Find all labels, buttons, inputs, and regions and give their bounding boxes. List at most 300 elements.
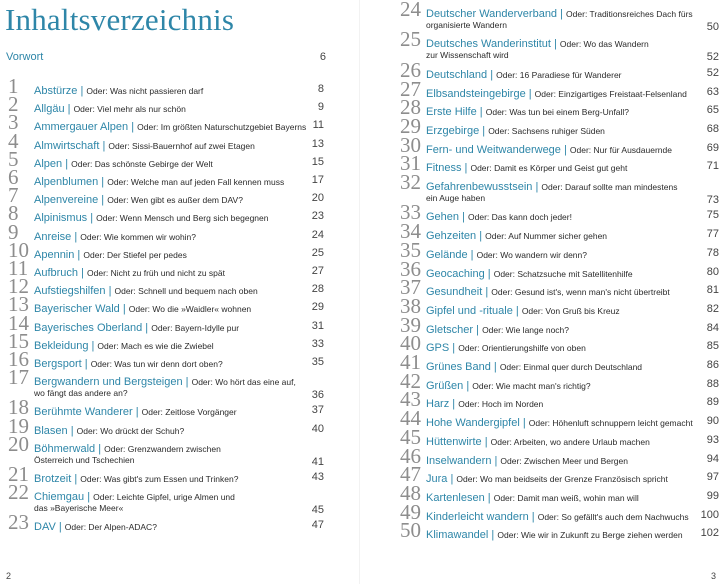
entry-page: 71 [706, 160, 719, 173]
entry-number: 5 [8, 146, 19, 171]
entry-number: 3 [8, 110, 19, 135]
entry-page: 100 [700, 508, 719, 521]
entry-line [34, 470, 238, 487]
entry-subtitle-continued: organisierte Wandern [426, 20, 507, 30]
entry-page: 80 [706, 265, 719, 278]
entry-page: 33 [311, 337, 324, 350]
entry-number: 44 [400, 406, 421, 431]
entry-page: 102 [700, 527, 719, 540]
entry-subtitle: Oder: Sachsens ruhiger Süden [488, 125, 605, 136]
entry-term: Alpen [34, 157, 63, 170]
entry-subtitle: Oder: 16 Paradiese für Wanderer [496, 69, 622, 80]
entry-page: 28 [311, 283, 324, 296]
entry-number: 41 [400, 350, 421, 374]
entry-number: 22 [8, 480, 29, 505]
toc-entry[interactable] [400, 95, 719, 120]
toc-entry[interactable] [8, 274, 324, 299]
entry-number: 32 [400, 170, 421, 194]
entry-term: Kinderleicht wandern [426, 510, 529, 523]
toc-entry[interactable] [8, 128, 324, 153]
entry-number: 2 [8, 92, 19, 117]
entry-page: 24 [311, 228, 324, 241]
entry-page: 69 [706, 141, 719, 154]
entry-page: 29 [311, 301, 324, 314]
entry-separator: | [482, 286, 492, 299]
entry-page: 65 [706, 104, 719, 117]
right-page [360, 0, 720, 584]
entry-line [426, 227, 607, 244]
entry-separator: | [487, 68, 497, 81]
entry-subtitle: Oder: Bayern-Idylle pur [151, 322, 240, 333]
entry-line [426, 508, 689, 525]
entry-subtitle-continued: Österreich und Tschechien [34, 454, 135, 465]
entry-separator: | [528, 510, 538, 523]
entry-number: 50 [400, 518, 421, 543]
entry-line [426, 141, 672, 158]
entry-separator: | [560, 143, 570, 156]
toc-entry[interactable] [8, 74, 324, 98]
entry-subtitle: Oder: Wen gibt es außer dem DAV? [107, 195, 243, 206]
entry-line [34, 403, 237, 420]
entry-subtitle: Oder: Wo hört das eine auf, [191, 377, 296, 388]
entry-page: 52 [706, 51, 719, 64]
entry-separator: | [62, 157, 72, 170]
vorwort-entry[interactable] [6, 51, 326, 67]
entry-line [426, 321, 569, 338]
toc-entry[interactable] [400, 331, 719, 356]
entry-term: Harz [426, 398, 450, 411]
entry-term: Inselwandern [426, 454, 492, 467]
entry-separator: | [119, 303, 129, 316]
toc-entry[interactable] [400, 0, 719, 33]
entry-separator: | [78, 267, 88, 279]
entry-separator: | [449, 398, 459, 411]
entry-line [34, 82, 203, 99]
vorwort-label: Vorwort [6, 51, 44, 63]
entry-separator: | [512, 304, 522, 317]
entry-term: Alpenblumen [34, 176, 99, 188]
entry-line [426, 526, 683, 543]
entry-number: 26 [400, 57, 421, 82]
entry-page: 11 [312, 119, 324, 132]
page-number-left: 2 [6, 571, 12, 581]
entry-line [426, 433, 650, 450]
entry-number: 29 [400, 113, 421, 138]
toc-entry[interactable] [400, 293, 719, 318]
entry-subtitle: Oder: Grenzwandern zwischen [104, 443, 221, 454]
entry-subtitle-continued: zur Wissenschaft wird [426, 50, 509, 61]
entry-subtitle: Oder: Mach es wie die Zwiebel [97, 340, 214, 351]
entry-page: 43 [311, 471, 324, 483]
entry-line [426, 452, 628, 469]
entry-number: 36 [400, 256, 421, 281]
toc-entry[interactable] [400, 499, 719, 524]
entry-line [34, 355, 223, 372]
entry-line [426, 265, 633, 282]
entry-page: 9 [317, 101, 324, 114]
toc-entry[interactable] [8, 462, 324, 486]
toc-entry[interactable] [8, 256, 324, 280]
entry-term: Erzgebirge [426, 124, 480, 137]
entry-term: Kartenlesen [426, 491, 485, 504]
entry-page: 89 [706, 396, 719, 409]
entry-subtitle: Oder: Was tun wir denn dort oben? [90, 359, 223, 369]
entry-subtitle: Oder: Schatzsuche mit Satellitenhilfe [493, 268, 633, 279]
entry-subtitle: Oder: Was gibt's zum Essen und Trinken? [80, 474, 239, 484]
entry-separator: | [99, 139, 109, 152]
entry-number: 7 [8, 183, 19, 208]
entry-term: Hüttenwirte [426, 435, 482, 448]
entry-page: 75 [706, 209, 719, 222]
entry-separator: | [105, 285, 115, 298]
entry-number: 1 [8, 74, 19, 98]
entry-term: Grünes Band [426, 361, 491, 373]
entry-subtitle: Oder: Wie macht man's richtig? [472, 380, 591, 391]
entry-number: 15 [8, 328, 29, 353]
entry-separator: | [519, 417, 529, 430]
entry-line [34, 173, 284, 190]
entry-separator: | [81, 358, 91, 370]
entry-page: 13 [311, 137, 324, 150]
entry-page: 37 [311, 404, 324, 417]
toc-entry[interactable] [400, 237, 719, 262]
entry-number: 17 [8, 365, 29, 390]
entry-separator: | [87, 212, 97, 225]
entry-separator: | [71, 230, 81, 243]
toc-entry[interactable] [8, 201, 324, 226]
entry-separator: | [55, 521, 65, 534]
entry-subtitle: Oder: Orientierungshilfe von oben [458, 343, 586, 354]
entry-term: Gelände [426, 248, 468, 261]
entry-separator: | [142, 321, 152, 334]
toc-entry[interactable] [8, 431, 324, 468]
entry-separator: | [77, 85, 87, 97]
entry-subtitle: Oder: Damit man weiß, wohin man will [493, 492, 639, 503]
entry-subtitle: Oder: Das schönste Gebirge der Welt [71, 158, 213, 169]
entry-line [34, 337, 214, 354]
toc-entry[interactable] [8, 347, 324, 371]
toc-entry[interactable] [8, 146, 324, 171]
entry-line [426, 395, 543, 412]
entry-line [34, 319, 239, 336]
entry-separator: | [64, 103, 74, 116]
entry-number: 48 [400, 480, 421, 505]
entry-number: 4 [8, 128, 19, 153]
entry-page: 41 [311, 455, 324, 468]
entry-separator: | [484, 491, 494, 504]
entry-number: 30 [400, 132, 421, 157]
entry-number: 23 [8, 510, 29, 535]
entry-subtitle: Oder: Wo das Wandern [559, 39, 649, 50]
entry-subtitle: Oder: So gefällt's auch dem Nachwuchs [537, 511, 689, 522]
toc-entry[interactable] [400, 350, 719, 374]
entry-number: 37 [400, 275, 421, 300]
entry-separator: | [88, 339, 98, 352]
entry-page: 86 [706, 359, 719, 371]
entry-line [426, 489, 639, 506]
entry-term: Brotzeit [34, 473, 72, 485]
entry-line [34, 228, 196, 245]
entry-subtitle: Oder: Was nicht passieren darf [86, 86, 204, 96]
toc-entry[interactable] [8, 310, 324, 335]
page-number-right: 3 [710, 571, 716, 581]
entry-term: Deutscher Wanderverband [426, 8, 558, 20]
entry-term: GPS [426, 342, 450, 355]
entry-line [34, 155, 213, 172]
entry-subtitle: Oder: Wie kommen wir wohin? [80, 231, 197, 242]
entry-subtitle: Oder: Wo man beidseits der Grenze Französisch spricht [456, 474, 668, 485]
entry-term: Berühmte Wanderer [34, 406, 133, 419]
toc-entry[interactable] [8, 480, 324, 517]
entry-line [426, 470, 668, 487]
entry-line [34, 264, 225, 281]
entry-number: 34 [400, 219, 421, 244]
entry-page: 15 [311, 155, 324, 168]
entry-subtitle: Oder: Wie wir in Zukunft zu Berge ziehen werden [497, 530, 683, 541]
entry-term: Elbsandsteingebirge [426, 87, 526, 100]
entry-separator: | [98, 194, 108, 207]
entry-subtitle: Oder: Zeitlose Vorgänger [141, 407, 237, 418]
page-title: Inhaltsverzeichnis [5, 2, 235, 37]
entry-page: 90 [706, 415, 719, 428]
entry-number: 19 [8, 413, 29, 438]
toc-entry[interactable] [400, 151, 719, 176]
entry-term: Gehzeiten [426, 230, 477, 243]
toc-entry[interactable] [8, 413, 324, 438]
entry-page: 47 [311, 519, 324, 532]
entry-subtitle: Oder: Einzigartiges Freistaat-Felsenland [534, 88, 687, 99]
entry-line [426, 339, 586, 356]
entry-subtitle: Oder: Der Alpen-ADAC? [64, 522, 157, 533]
toc-entry[interactable] [8, 365, 324, 402]
toc-entry[interactable] [400, 424, 719, 449]
entry-separator: | [74, 248, 84, 261]
toc-entry[interactable] [8, 292, 324, 317]
entry-page: 20 [311, 192, 324, 205]
entry-term: Aufstiegshilfen [34, 285, 106, 298]
entry-number: 21 [8, 462, 29, 486]
toc-entry[interactable] [400, 256, 719, 281]
entry-subtitle: Oder: Wo die »Waidler« wohnen [128, 304, 252, 315]
entry-separator: | [128, 121, 138, 134]
entry-term: Geocaching [426, 267, 485, 280]
entry-page: 99 [706, 489, 719, 502]
entry-number: 38 [400, 293, 421, 318]
toc-entry[interactable] [400, 57, 719, 82]
entry-page: 8 [317, 83, 324, 95]
entry-separator: | [491, 454, 501, 467]
entry-separator: | [95, 442, 105, 455]
entry-page: 93 [706, 433, 719, 446]
entry-line [426, 66, 622, 83]
entry-number: 8 [8, 201, 19, 226]
toc-entry[interactable] [8, 165, 324, 189]
entry-subtitle: Oder: Viel mehr als nur schön [73, 104, 186, 115]
toc-entry[interactable] [400, 219, 719, 244]
entry-term: Anreise [34, 230, 72, 243]
entry-page: 73 [706, 194, 719, 206]
toc-entry[interactable] [400, 76, 719, 101]
vorwort-page: 6 [319, 51, 326, 63]
entry-separator: | [447, 473, 457, 486]
entry-page: 35 [311, 356, 324, 368]
entry-subtitle: Oder: Wie lange noch? [482, 324, 570, 335]
entry-line [426, 103, 629, 120]
toc-entry[interactable] [400, 368, 719, 393]
entry-number: 18 [8, 395, 29, 420]
entry-page: 31 [311, 319, 324, 332]
entry-term: Chiemgau [34, 491, 85, 504]
entry-subtitle-continued: das »Bayerische Meer« [34, 503, 124, 514]
entry-subtitle: Oder: Nicht zu früh und nicht zu spät [87, 268, 225, 278]
entry-term: Almwirtschaft [34, 139, 100, 152]
entry-subtitle: Oder: Wo wandern wir denn? [476, 249, 587, 260]
entry-page: 25 [311, 246, 324, 259]
entry-subtitle: Oder: Welche man auf jeden Fall kennen muss [107, 177, 285, 187]
toc-entry[interactable] [400, 387, 719, 412]
entry-subtitle: Oder: Nur für Ausdauernde [569, 144, 672, 155]
entry-separator: | [182, 376, 192, 389]
toc-entry[interactable] [400, 132, 719, 157]
entry-subtitle: Oder: Von Gruß bis Kreuz [521, 305, 620, 316]
toc-entry[interactable] [8, 183, 324, 208]
entry-subtitle: Oder: Höhenluft schnuppern leicht gemacht [528, 418, 693, 429]
toc-entry[interactable] [8, 110, 324, 135]
entry-number: 14 [8, 310, 29, 335]
entry-subtitle: Oder: Damit es Körper und Geist gut geht [470, 163, 628, 174]
entry-page: 63 [706, 85, 719, 98]
entry-separator: | [557, 8, 567, 20]
toc-entry[interactable] [8, 237, 324, 262]
entry-page: 94 [706, 452, 719, 465]
entry-separator: | [476, 230, 486, 243]
entry-number: 28 [400, 95, 421, 120]
entry-separator: | [67, 424, 77, 437]
entry-line [34, 246, 187, 263]
entry-subtitle: Oder: Arbeiten, wo andere Urlaub machen [490, 436, 650, 447]
toc-entry[interactable] [400, 480, 719, 505]
entry-separator: | [484, 267, 494, 280]
entry-subtitle: Oder: Traditionsreiches Dach fürs [566, 9, 693, 19]
entry-line [426, 283, 670, 300]
entry-separator: | [525, 87, 535, 100]
entry-number: 45 [400, 424, 421, 449]
toc-entry[interactable] [8, 328, 324, 353]
entry-number: 35 [400, 237, 421, 262]
entry-term: Fern- und Weitwanderwege [426, 143, 561, 156]
toc-entry[interactable] [400, 113, 719, 138]
entry-number: 12 [8, 274, 29, 299]
entry-number: 42 [400, 368, 421, 393]
entry-term: Gipfel und -rituale [426, 304, 513, 317]
entry-page: 27 [311, 265, 324, 277]
entry-page: 68 [706, 122, 719, 135]
entry-term: Gehen [426, 211, 460, 224]
entry-term: Aufbruch [34, 267, 79, 279]
entry-number: 33 [400, 200, 421, 225]
entry-number: 24 [400, 0, 421, 21]
entry-term: Abstürze [34, 85, 78, 97]
entry-term: Fitness [426, 162, 462, 175]
entry-subtitle: Oder: Was tun bei einem Berg-Unfall? [485, 107, 630, 118]
toc-entry[interactable] [400, 406, 719, 431]
entry-term: Apennin [34, 248, 75, 261]
toc-entry[interactable] [400, 170, 719, 206]
entry-line [34, 300, 251, 317]
entry-number: 40 [400, 331, 421, 356]
entry-term: Bergsport [34, 358, 82, 370]
entry-term: Gefahrenbewusstsein [426, 181, 533, 193]
entry-separator: | [459, 211, 469, 224]
entry-separator: | [490, 361, 500, 373]
entry-subtitle: Oder: Gesund ist's, wenn man's nicht übertreibt [491, 287, 670, 298]
entry-number: 39 [400, 312, 421, 337]
entry-number: 13 [8, 292, 29, 317]
entry-subtitle: Oder: Auf Nummer sicher gehen [485, 231, 608, 242]
entry-subtitle: Oder: Sissi-Bauernhof auf zwei Etagen [108, 140, 255, 151]
entry-term: DAV [34, 521, 56, 534]
entry-page: 45 [311, 504, 324, 517]
entry-term: Bayerischer Wald [34, 303, 120, 316]
entry-separator: | [467, 248, 477, 261]
entry-separator: | [84, 491, 94, 504]
entry-number: 25 [400, 27, 421, 52]
entry-page: 17 [311, 174, 324, 186]
toc-entry[interactable] [8, 219, 324, 244]
entry-page: 97 [706, 471, 719, 484]
entry-line [426, 302, 620, 319]
entry-number: 10 [8, 237, 29, 262]
entry-term: Deutsches Wanderinstitut [426, 38, 551, 51]
toc-entry[interactable] [400, 518, 719, 543]
entry-separator: | [71, 473, 81, 485]
entry-number: 20 [8, 431, 29, 456]
toc-entry[interactable] [400, 462, 719, 487]
entry-subtitle: Oder: Darauf sollte man mindestens [541, 182, 678, 192]
entry-page: 77 [706, 228, 719, 241]
entry-page: 23 [311, 210, 324, 223]
toc-entry[interactable] [8, 92, 324, 117]
entry-page: 85 [706, 340, 719, 353]
entry-term: Erste Hilfe [426, 106, 477, 119]
entry-number: 11 [8, 256, 29, 280]
entry-term: Gesundheit [426, 286, 483, 299]
entry-separator: | [479, 124, 489, 137]
entry-line [426, 246, 587, 263]
entry-subtitle-continued: ein Auge haben [426, 193, 486, 203]
entry-number: 43 [400, 387, 421, 412]
entry-term: Grüßen [426, 379, 464, 392]
entry-subtitle: Oder: Schnell und bequem nach oben [114, 286, 258, 297]
entry-term: Gletscher [426, 323, 474, 336]
entry-separator: | [463, 379, 473, 392]
entry-term: Allgäu [34, 103, 65, 116]
entry-subtitle: Oder: Zwischen Meer und Bergen [500, 455, 628, 466]
entry-term: Klimawandel [426, 529, 489, 542]
entry-number: 47 [400, 462, 421, 487]
entry-term: Deutschland [426, 68, 488, 81]
toc-entry[interactable] [400, 275, 719, 300]
entry-line [426, 414, 693, 431]
entry-term: Alpenvereine [34, 194, 99, 207]
entry-separator: | [488, 529, 498, 542]
toc-entry[interactable] [400, 443, 719, 468]
entry-line [34, 137, 255, 154]
entry-term: Jura [426, 473, 448, 486]
entry-separator: | [476, 106, 486, 119]
entry-separator: | [449, 342, 459, 355]
toc-entry[interactable] [400, 312, 719, 337]
